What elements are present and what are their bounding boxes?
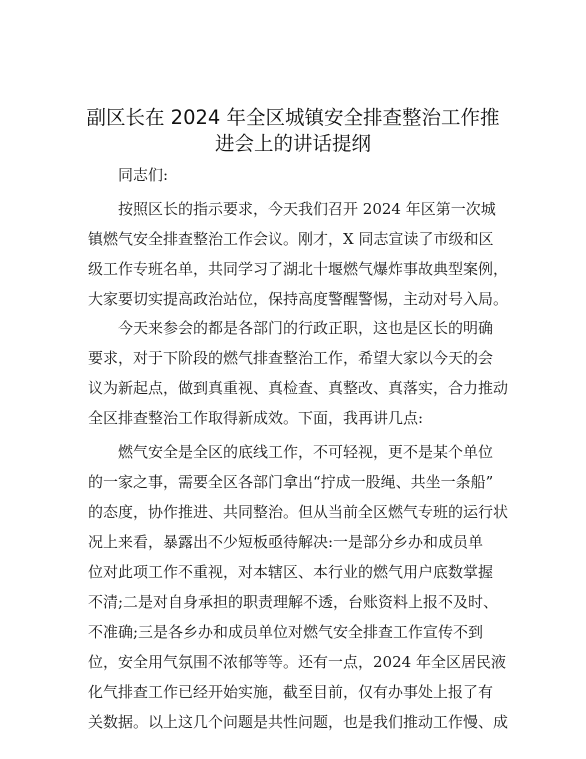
paragraph-3-line-8: 位，安全用气氛围不浓郁等等。还有一点，2024 年全区居民液 (88, 653, 506, 671)
paragraph-3-line-6: 不清;二是对自身承担的职责理解不透，台账资料上报不及时、 (88, 593, 499, 611)
paragraph-1-line-4: 大家要切实提高政治站位，保持高度警醒警惕，主动对号入局。 (88, 290, 509, 308)
paragraph-3-line-3: 的态度，协作推进、共同整治。但从当前全区燃气专班的运行状 (88, 503, 509, 521)
paragraph-3-line-5: 位对此项工作不重视，对本辖区、本行业的燃气用户底数掌握 (88, 563, 494, 581)
paragraph-3-line-2: 的一家之事，需要全区各部门拿出“拧成一股绳、共坐一条船” (88, 473, 494, 491)
paragraph-1-line-3: 级工作专班名单，共同学习了湖北十堰燃气爆炸事故典型案例， (88, 260, 509, 278)
paragraph-2-line-4: 全区排查整治工作取得新成效。下面，我再讲几点: (88, 409, 424, 427)
paragraph-1-line-1: 按照区长的指示要求，今天我们召开 2024 年区第一次城 (118, 200, 496, 218)
paragraph-3-line-4: 况上来看，暴露出不少短板亟待解决:一是部分乡办和成员单 (88, 533, 484, 551)
document-title-line-2: 进会上的讲话提纲 (214, 132, 371, 155)
paragraph-3-line-9: 化气排查工作已经开始实施，截至目前，仅有办事处上报了有 (88, 683, 494, 701)
paragraph-2-line-1: 今天来参会的都是各部门的行政正职，这也是区长的明确 (118, 319, 494, 337)
document-title-line-1: 副区长在 2024 年全区城镇安全排查整治工作推 (86, 106, 500, 129)
paragraph-1-line-2: 镇燃气安全排查整治工作会议。刚才，X 同志宣读了市级和区 (88, 230, 494, 248)
paragraph-2-line-2: 要求，对于下阶段的燃气排查整治工作，希望大家以今天的会 (88, 349, 494, 367)
paragraph-2-line-3: 议为新起点，做到真重视、真检查、真整改、真落实，合力推动 (88, 379, 509, 397)
paragraph-3-line-1: 燃气安全是全区的底线工作，不可轻视，更不是某个单位 (118, 443, 494, 461)
salutation: 同志们: (118, 166, 169, 184)
paragraph-3-line-10: 关数据。以上这几个问题是共性问题，也是我们推动工作慢、成 (88, 713, 509, 731)
paragraph-3-line-7: 不准确;三是各乡办和成员单位对燃气安全排查工作宣传不到 (88, 623, 484, 641)
